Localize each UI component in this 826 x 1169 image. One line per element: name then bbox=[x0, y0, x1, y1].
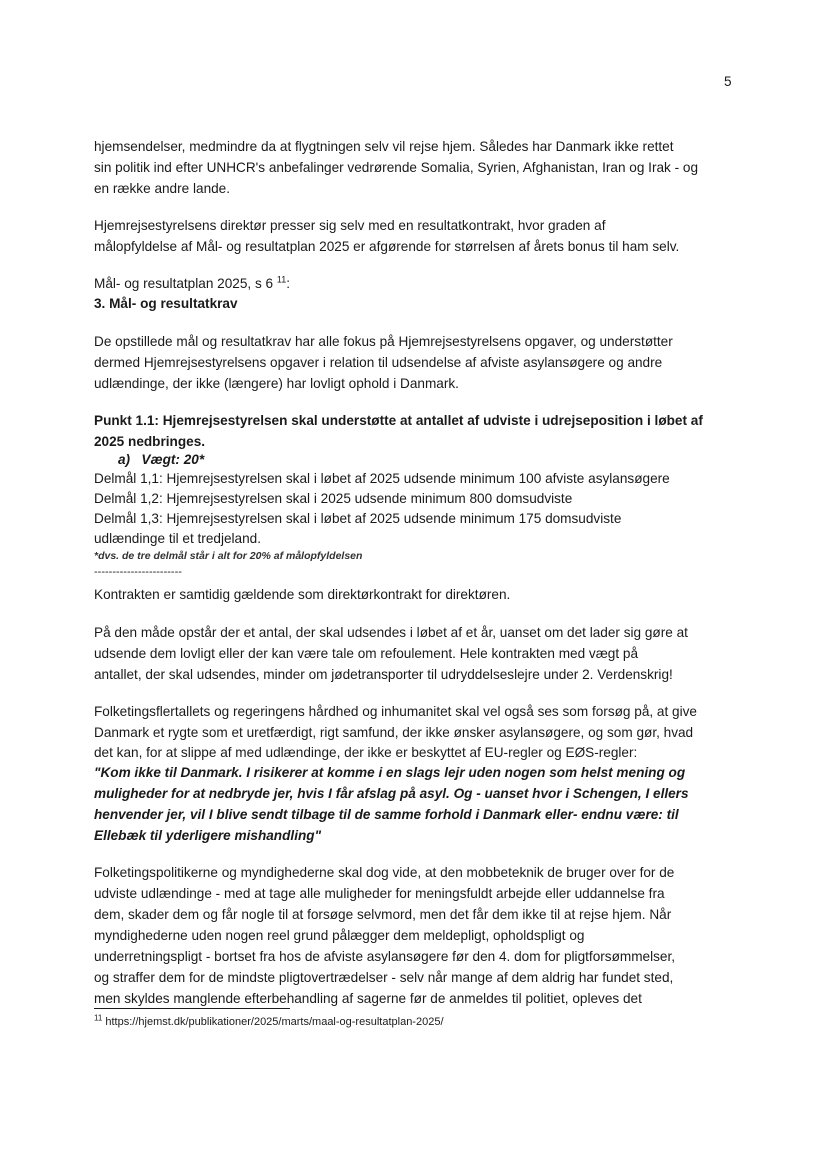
quote-line-1: "Kom ikke til Danmark. I risikerer at komme i en slags lejr uden nogen som helst mening og bbox=[94, 765, 686, 780]
para1-line-2: sin politik ind efter UNHCR's anbefalinger vedrørende Somalia, Syrien, Afghanistan, Iran og Irak - og bbox=[94, 160, 699, 175]
para2-line-1: Hjemrejsestyrelsens direktør presser sig selv med en resultatkontrakt, hvor graden af bbox=[94, 218, 606, 233]
para6-line-1: Folketingsflertallets og regeringens hårdhed og inhumanitet skal vel også ses som forsøg på, at give bbox=[94, 704, 697, 719]
quote-line-2: muligheder for at nedbryde jer, hvis I får afslag på asyl. Og - uanset hvor i Schengen, I ellers bbox=[94, 786, 689, 801]
para4: Kontrakten er samtidig gældende som direktørkontrakt for direktøren. bbox=[94, 587, 511, 602]
punkt-heading-line-1: Punkt 1.1: Hjemrejsestyrelsen skal understøtte at antallet af udviste i udrejseposition i løbet af bbox=[94, 413, 703, 428]
section-heading: 3. Mål- og resultatkrav bbox=[94, 296, 238, 311]
delmaal-1-2: Delmål 1,2: Hjemrejsestyrelsen skal i 2025 udsende minimum 800 domsudviste bbox=[94, 491, 573, 506]
separator-dashes: ------------------------ bbox=[94, 566, 182, 578]
para6-line-3: det kan, for at slippe af med udlændinge, der ikke er beskyttet af EU-regler og EØS-regler: bbox=[94, 745, 638, 760]
source-reference-text: Mål- og resultatplan 2025, s 6 bbox=[94, 276, 274, 291]
para7-line-1: Folketingspolitikerne og myndighederne skal dog vide, at den mobbeteknik de bruger over for de bbox=[94, 865, 675, 880]
delmaal-1-3-cont: udlændinge til et tredjeland. bbox=[94, 531, 262, 546]
para6-line-2: Danmark et rygte som et uretfærdigt, rigt samfund, der ikke ønsker asylansøgere, og som gør, hvad bbox=[94, 725, 694, 740]
punkt-heading-line-2: 2025 nedbringes. bbox=[94, 434, 206, 449]
para1-line-3: en række andre lande. bbox=[94, 181, 231, 196]
quote-line-4: Ellebæk til yderligere mishandling" bbox=[94, 828, 322, 843]
para5-line-2: udsende dem lovligt eller der kan være tale om refoulement. Hele kontrakten med vægt på bbox=[94, 646, 639, 661]
delmaal-1-1: Delmål 1,1: Hjemrejsestyrelsen skal i løbet af 2025 udsende minimum 100 afviste asylansøgere bbox=[94, 471, 670, 486]
footnote-number: 11 bbox=[94, 1013, 103, 1023]
para2-line-2: målopfyldelse af Mål- og resultatplan 2025 er afgørende for størrelsen af årets bonus til ham selv. bbox=[94, 239, 680, 254]
para7-line-2: udviste udlændinge - med at tage alle muligheder for meningsfuldt arbejde eller uddannelse fra bbox=[94, 886, 665, 901]
para7-line-7: men skyldes manglende efterbehandling af sagerne før de anmeldes til politiet, opleves det bbox=[94, 991, 642, 1006]
para7-line-3: dem, skader dem og får nogle til at forsøge selvmord, men det får dem ikke til at rejse hjem. Når bbox=[94, 907, 672, 922]
para7-line-5: underretningspligt - bortset fra hos de afviste asylansøgere før den 4. dom for pligtforsømmelser, bbox=[94, 949, 676, 964]
delmaal-1-3: Delmål 1,3: Hjemrejsestyrelsen skal i løbet af 2025 udsende minimum 175 domsudviste bbox=[94, 511, 622, 526]
footnote bbox=[94, 1013, 444, 1028]
weight-note: *dvs. de tre delmål står i alt for 20% af målopfyldelsen bbox=[94, 550, 363, 562]
footnote-marker[interactable]: 11 bbox=[276, 274, 287, 285]
para3-line-2: dermed Hjemrejsestyrelsens opgaver i relation til udsendelse af afviste asylansøgere og andre bbox=[94, 355, 663, 370]
para7-line-6: og straffer dem for de mindste pligtovertrædelser - selv når mange af dem aldrig har fundet sted, bbox=[94, 970, 674, 985]
footnote-divider bbox=[94, 1008, 290, 1009]
para3-line-3: udlændinge, der ikke (længere) har lovligt ophold i Danmark. bbox=[94, 376, 459, 391]
source-reference bbox=[94, 275, 290, 292]
source-reference-colon: : bbox=[286, 276, 290, 291]
para5-line-1: På den måde opstår der et antal, der skal udsendes i løbet af et år, uanset om det lader sig gøre at bbox=[94, 625, 688, 640]
para5-line-3: antallet, der skal udsendes, minder om jødetransporter til udryddelseslejre under 2. Verdenskrig! bbox=[94, 667, 673, 682]
para3-line-1: De opstillede mål og resultatkrav har alle fokus på Hjemrejsestyrelsens opgaver, og understøtter bbox=[94, 334, 673, 349]
page-number: 5 bbox=[724, 74, 732, 89]
weight-label: a) Vægt: 20* bbox=[118, 452, 205, 467]
quote-line-3: henvender jer, vil I blive sendt tilbage til de samme forhold i Danmark eller- endnu være: til bbox=[94, 807, 679, 822]
para7-line-4: myndighederne uden nogen reel grund pålægger dem meldepligt, opholdspligt og bbox=[94, 928, 585, 943]
footnote-link[interactable]: https://hjemst.dk/publikationer/2025/marts/maal-og-resultatplan-2025/ bbox=[105, 1016, 444, 1028]
para1-line-1: hjemsendelser, medmindre da at flygtningen selv vil rejse hjem. Således har Danmark ikke rettet bbox=[94, 139, 674, 154]
